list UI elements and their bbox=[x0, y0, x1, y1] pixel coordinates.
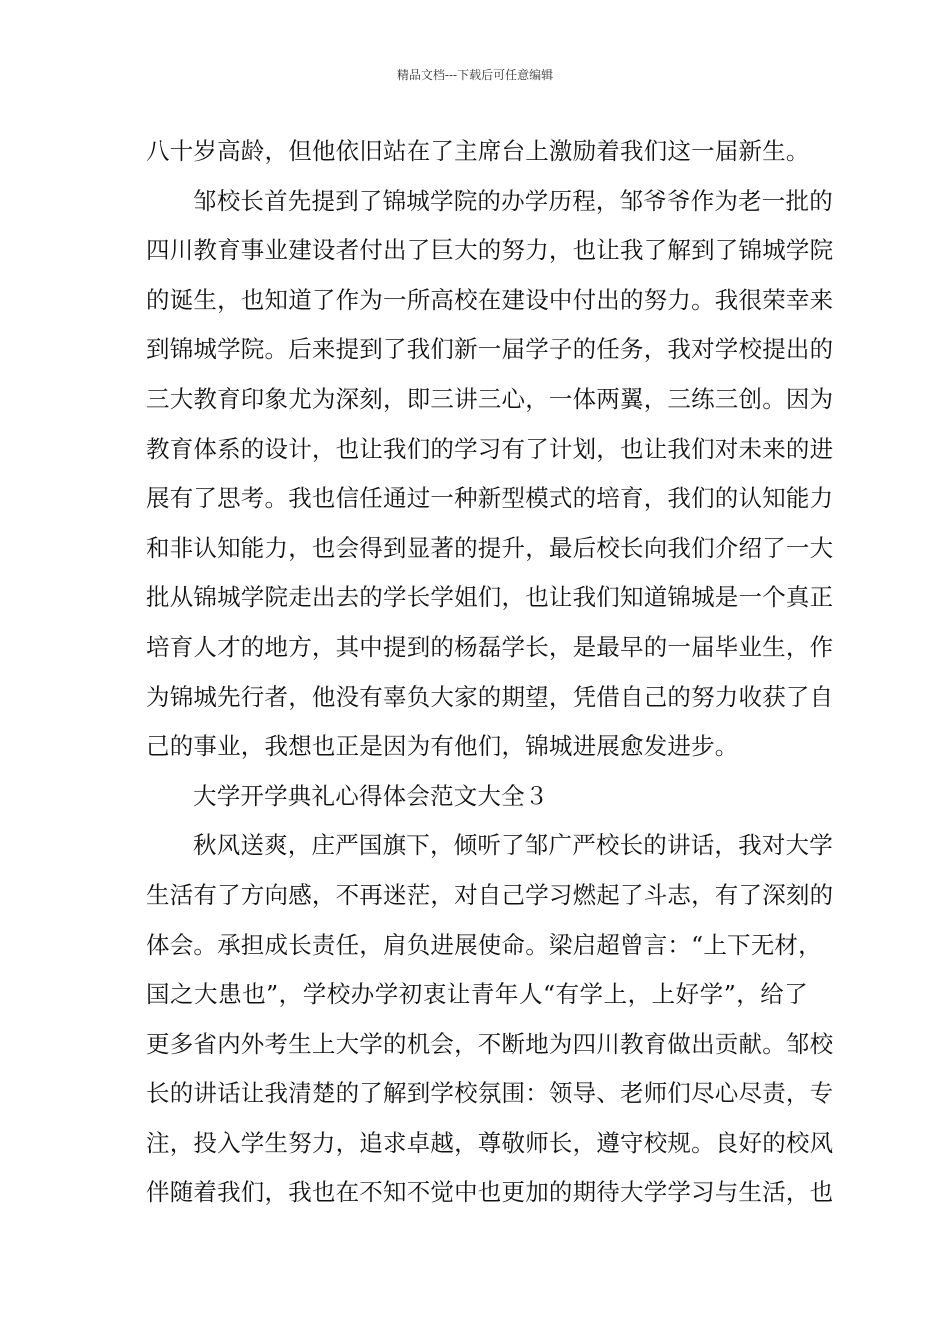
text-line: 注，投入学生努力，追求卓越，尊敬师长，遵守校规。良好的校风 bbox=[146, 1128, 834, 1157]
text-line: 更多省内外考生上大学的机会，不断地为四川教育做出贡献。邹校 bbox=[146, 1029, 834, 1058]
text-line: 的诞生，也知道了作为一所高校在建设中付出的努力。我很荣幸来 bbox=[146, 285, 834, 314]
text-line: 体会。承担成长责任，肩负进展使命。梁启超曾言：“上下无材， bbox=[146, 930, 822, 959]
text-line: 大学开学典礼心得体会范文大全３ bbox=[193, 781, 549, 810]
text-line: 长的讲话让我清楚的了解到学校氛围：领导、老师们尽心尽责，专 bbox=[146, 1079, 834, 1108]
text-line: 展有了思考。我也信任通过一种新型模式的培育，我们的认知能力 bbox=[146, 484, 834, 513]
document-body bbox=[146, 127, 834, 1218]
text-line: 培育人才的地方，其中提到的杨磊学长，是最早的一届毕业生，作 bbox=[146, 632, 834, 661]
text-line: 秋风送爽，庄严国旗下，倾听了邹广严校长的讲话，我对大学 bbox=[193, 831, 833, 860]
text-line: 批从锦城学院走出去的学长学姐们，也让我们知道锦城是一个真正 bbox=[146, 583, 834, 612]
page-header: 精品文档---下载后可任意编辑 bbox=[396, 68, 554, 82]
text-line: 生活有了方向感，不再迷茫，对自己学习燃起了斗志，有了深刻的 bbox=[146, 880, 834, 909]
text-line: 到锦城学院。后来提到了我们新一届学子的任务，我对学校提出的 bbox=[146, 335, 834, 364]
text-line: 伴随着我们，我也在不知不觉中也更加的期待大学学习与生活，也 bbox=[146, 1178, 834, 1207]
text-line: 己的事业，我想也正是因为有他们，锦城进展愈发进步。 bbox=[146, 732, 739, 761]
text-line: 教育体系的设计，也让我们的学习有了计划，也让我们对未来的进 bbox=[146, 434, 834, 463]
text-line: 和非认知能力，也会得到显著的提升，最后校长向我们介绍了一大 bbox=[146, 533, 834, 562]
text-line: 四川教育事业建设者付出了巨大的努力，也让我了解到了锦城学院 bbox=[146, 236, 834, 265]
text-line: 八十岁高龄，但他依旧站在了主席台上激励着我们这一届新生。 bbox=[146, 137, 810, 165]
text-line: 三大教育印象尤为深刻，即三讲三心，一体两翼，三练三创。因为 bbox=[146, 384, 834, 413]
text-line: 国之大患也”，学校办学初衷让青年人“有学上，上好学”，给了 bbox=[146, 980, 808, 1009]
text-line: 为锦城先行者，他没有辜负大家的期望，凭借自己的努力收获了自 bbox=[146, 682, 834, 711]
text-line: 邹校长首先提到了锦城学院的办学历程，邹爷爷作为老一批的 bbox=[193, 186, 833, 215]
